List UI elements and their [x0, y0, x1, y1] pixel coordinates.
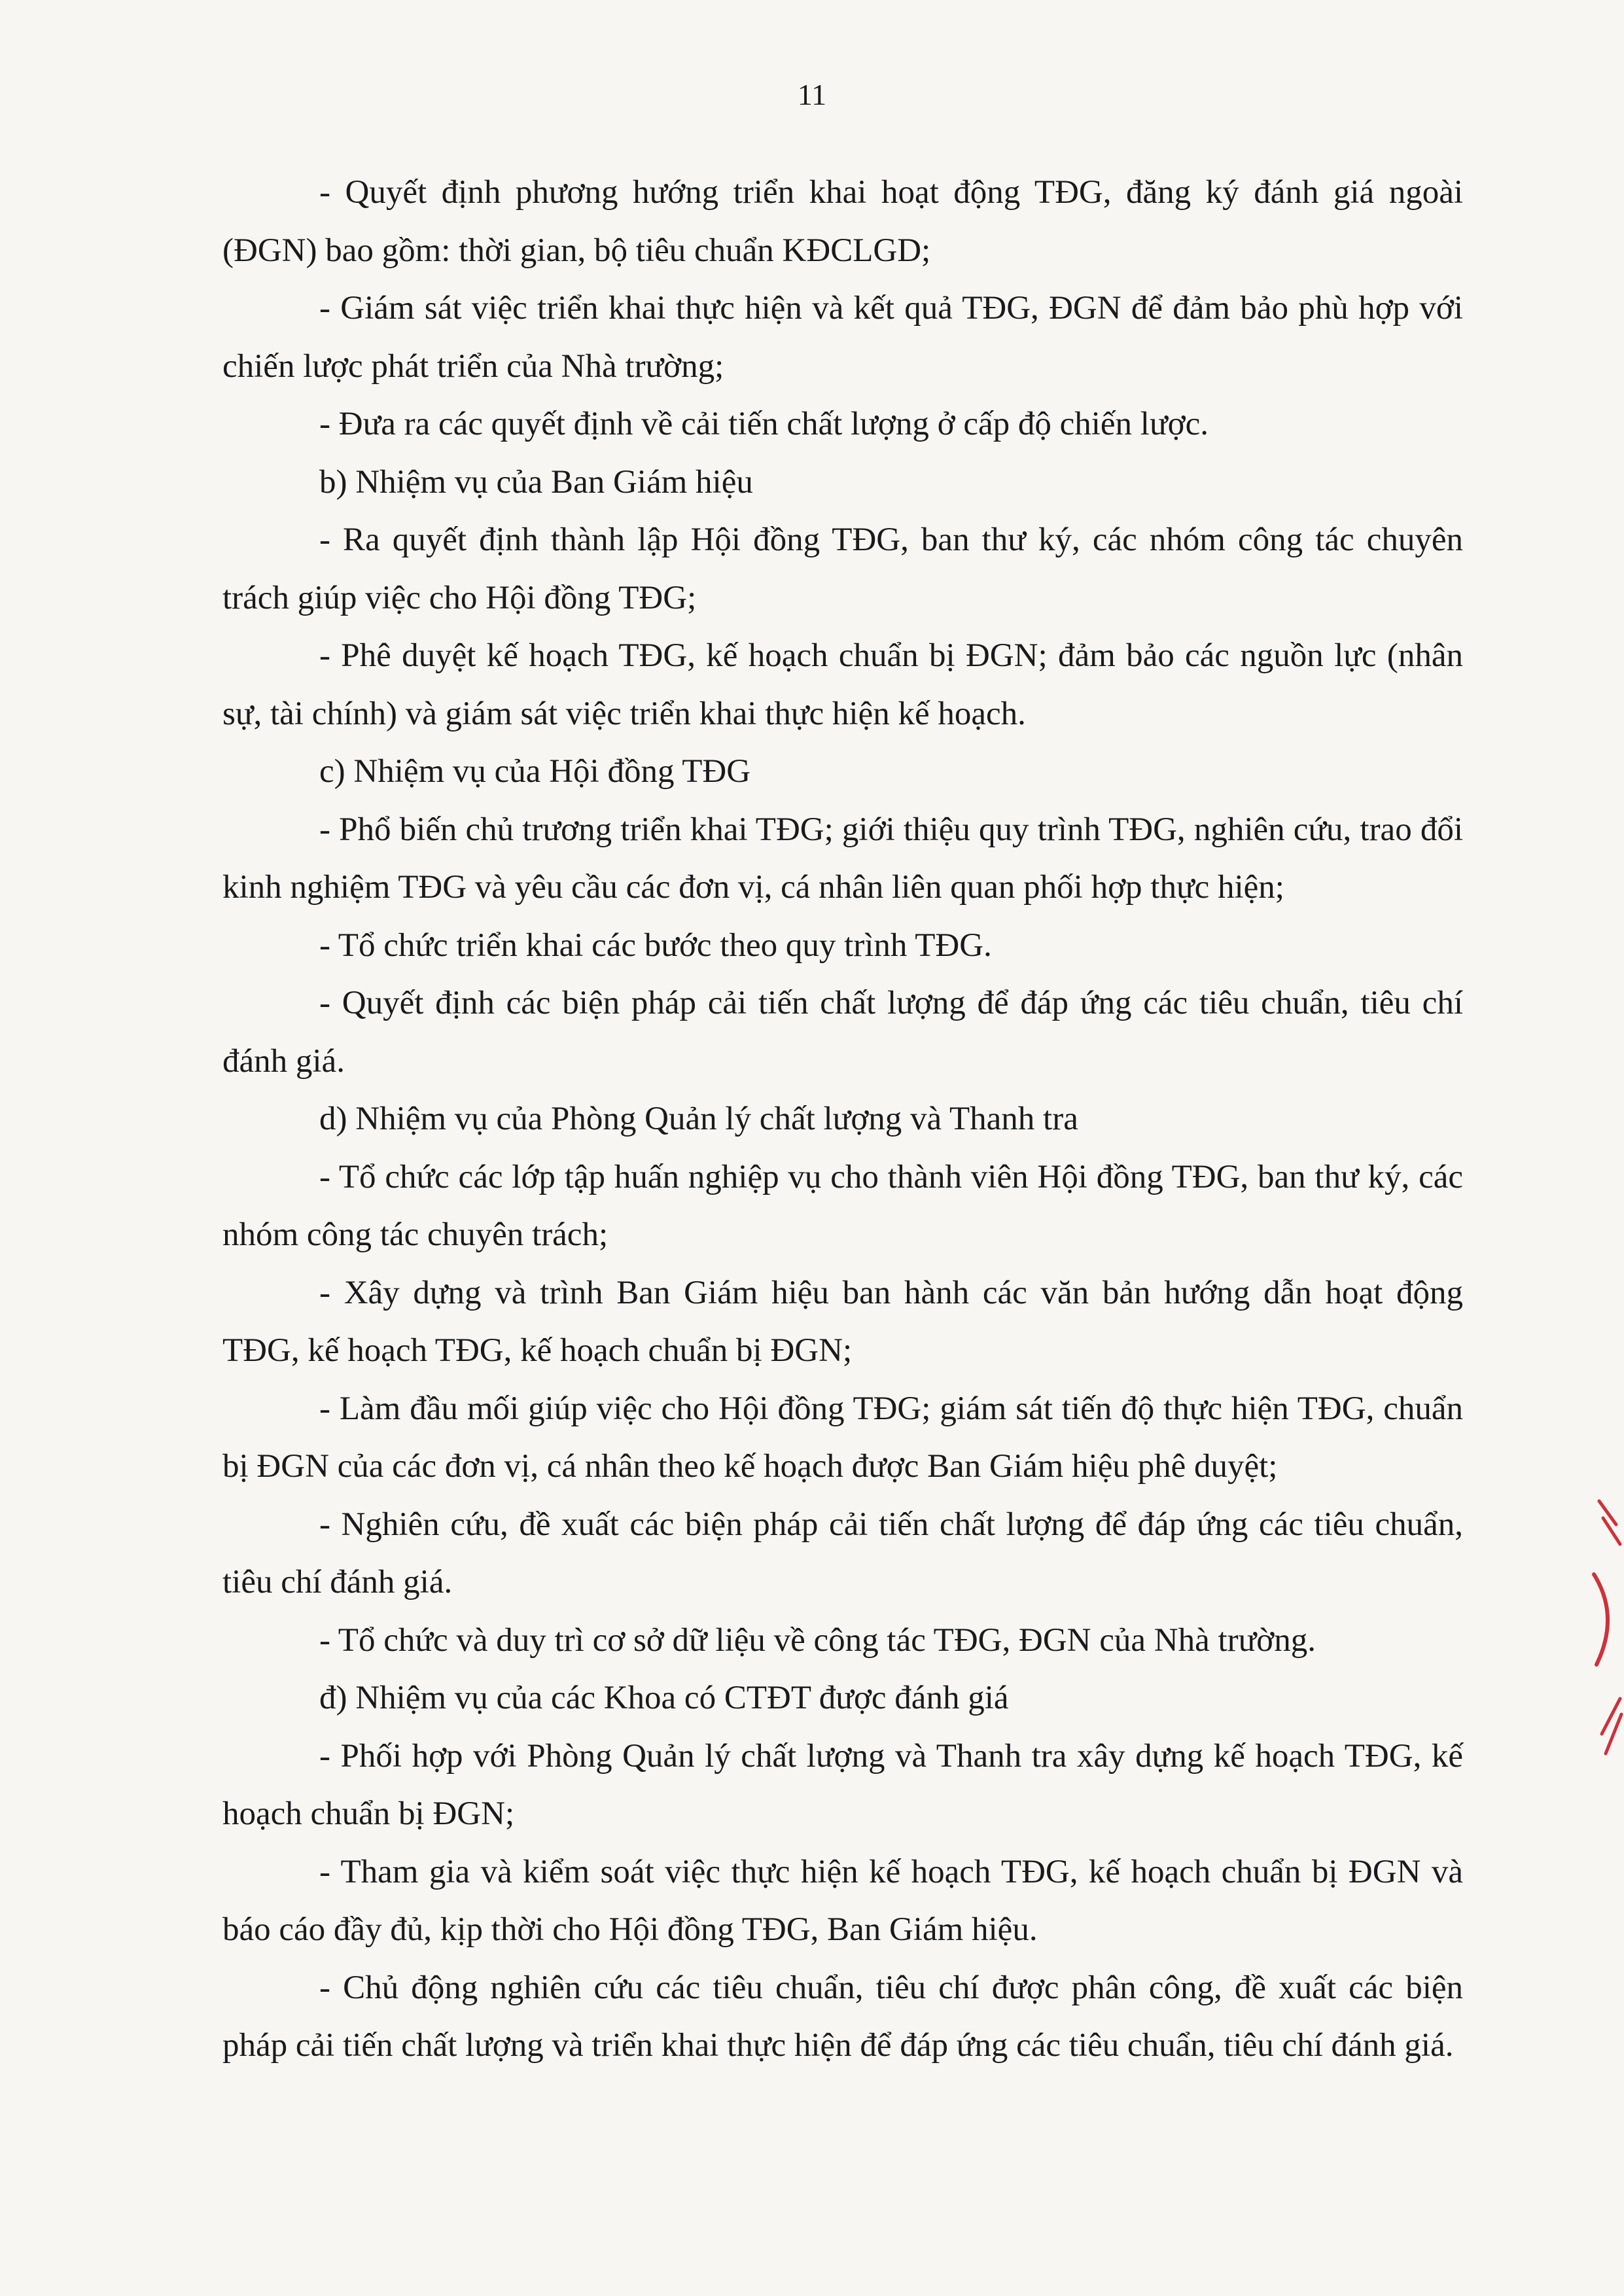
paragraph: - Tổ chức triển khai các bước theo quy trình TĐG.: [319, 927, 992, 964]
paragraph: - Quyết định phương hướng triển khai hoạt động TĐG, đăng ký đánh giá ngoài (ĐGN) bao gồm: thời gian, bộ tiêu chuẩn KĐCLGD;: [222, 174, 1463, 269]
paragraph: - Tham gia và kiểm soát việc thực hiện kế hoạch TĐG, kế hoạch chuẩn bị ĐGN và báo cáo đầy đủ, kịp thời cho Hội đồng TĐG, Ban Giám hiệu.: [222, 1853, 1463, 1948]
paragraph: - Tổ chức và duy trì cơ sở dữ liệu về công tác TĐG, ĐGN của Nhà trường.: [319, 1621, 1316, 1659]
paragraph: - Chủ động nghiên cứu các tiêu chuẩn, tiêu chí được phân công, đề xuất các biện pháp cải tiến chất lượng và triển khai thực hiện để đáp ứng các tiêu chuẩn, tiêu chí đánh giá.: [222, 1969, 1463, 2064]
paragraph: - Nghiên cứu, đề xuất các biện pháp cải tiến chất lượng để đáp ứng các tiêu chuẩn, tiêu chí đánh giá.: [222, 1506, 1463, 1600]
paragraph: - Phê duyệt kế hoạch TĐG, kế hoạch chuẩn bị ĐGN; đảm bảo các nguồn lực (nhân sự, tài chính) và giám sát việc triển khai thực hiện kế hoạch.: [222, 637, 1463, 732]
section-heading: d) Nhiệm vụ của Phòng Quản lý chất lượng và Thanh tra: [319, 1101, 1078, 1137]
page-number: 11: [797, 78, 827, 111]
section-heading: đ) Nhiệm vụ của các Khoa có CTĐT được đánh giá: [319, 1680, 1009, 1716]
document-body: [222, 164, 1463, 2075]
stamp-mark-upper: [1597, 1498, 1624, 1570]
paragraph: - Ra quyết định thành lập Hội đồng TĐG, ban thư ký, các nhóm công tác chuyên trách giúp việc cho Hội đồng TĐG;: [222, 521, 1463, 616]
paragraph: - Phổ biến chủ trương triển khai TĐG; giới thiệu quy trình TĐG, nghiên cứu, trao đổi kinh nghiệm TĐG và yêu cầu các đơn vị, cá nhân liên quan phối hợp thực hiện;: [222, 811, 1463, 906]
paragraph: - Đưa ra các quyết định về cải tiến chất lượng ở cấp độ chiến lược.: [319, 406, 1209, 442]
paragraph: - Giám sát việc triển khai thực hiện và kết quả TĐG, ĐGN để đảm bảo phù hợp với chiến lược phát triển của Nhà trường;: [222, 290, 1463, 385]
paragraph: - Tổ chức các lớp tập huấn nghiệp vụ cho thành viên Hội đồng TĐG, ban thư ký, các nhóm công tác chuyên trách;: [222, 1158, 1463, 1253]
paragraph: - Phối hợp với Phòng Quản lý chất lượng và Thanh tra xây dựng kế hoạch TĐG, kế hoạch chuẩn bị ĐGN;: [222, 1737, 1463, 1832]
stamp-mark-lower: [1597, 1695, 1624, 1760]
section-heading: b) Nhiệm vụ của Ban Giám hiệu: [319, 463, 753, 501]
section-heading: c) Nhiệm vụ của Hội đồng TĐG: [319, 753, 751, 790]
paragraph: - Làm đầu mối giúp việc cho Hội đồng TĐG; giám sát tiến độ thực hiện TĐG, chuẩn bị ĐGN của các đơn vị, cá nhân theo kế hoạch được Ban Giám hiệu phê duyệt;: [222, 1390, 1463, 1485]
paragraph: - Quyết định các biện pháp cải tiến chất lượng để đáp ứng các tiêu chuẩn, tiêu chí đánh giá.: [222, 985, 1463, 1080]
stamp-mark-middle: [1590, 1570, 1624, 1669]
paragraph: - Xây dựng và trình Ban Giám hiệu ban hành các văn bản hướng dẫn hoạt động TĐG, kế hoạch TĐG, kế hoạch chuẩn bị ĐGN;: [222, 1274, 1463, 1369]
